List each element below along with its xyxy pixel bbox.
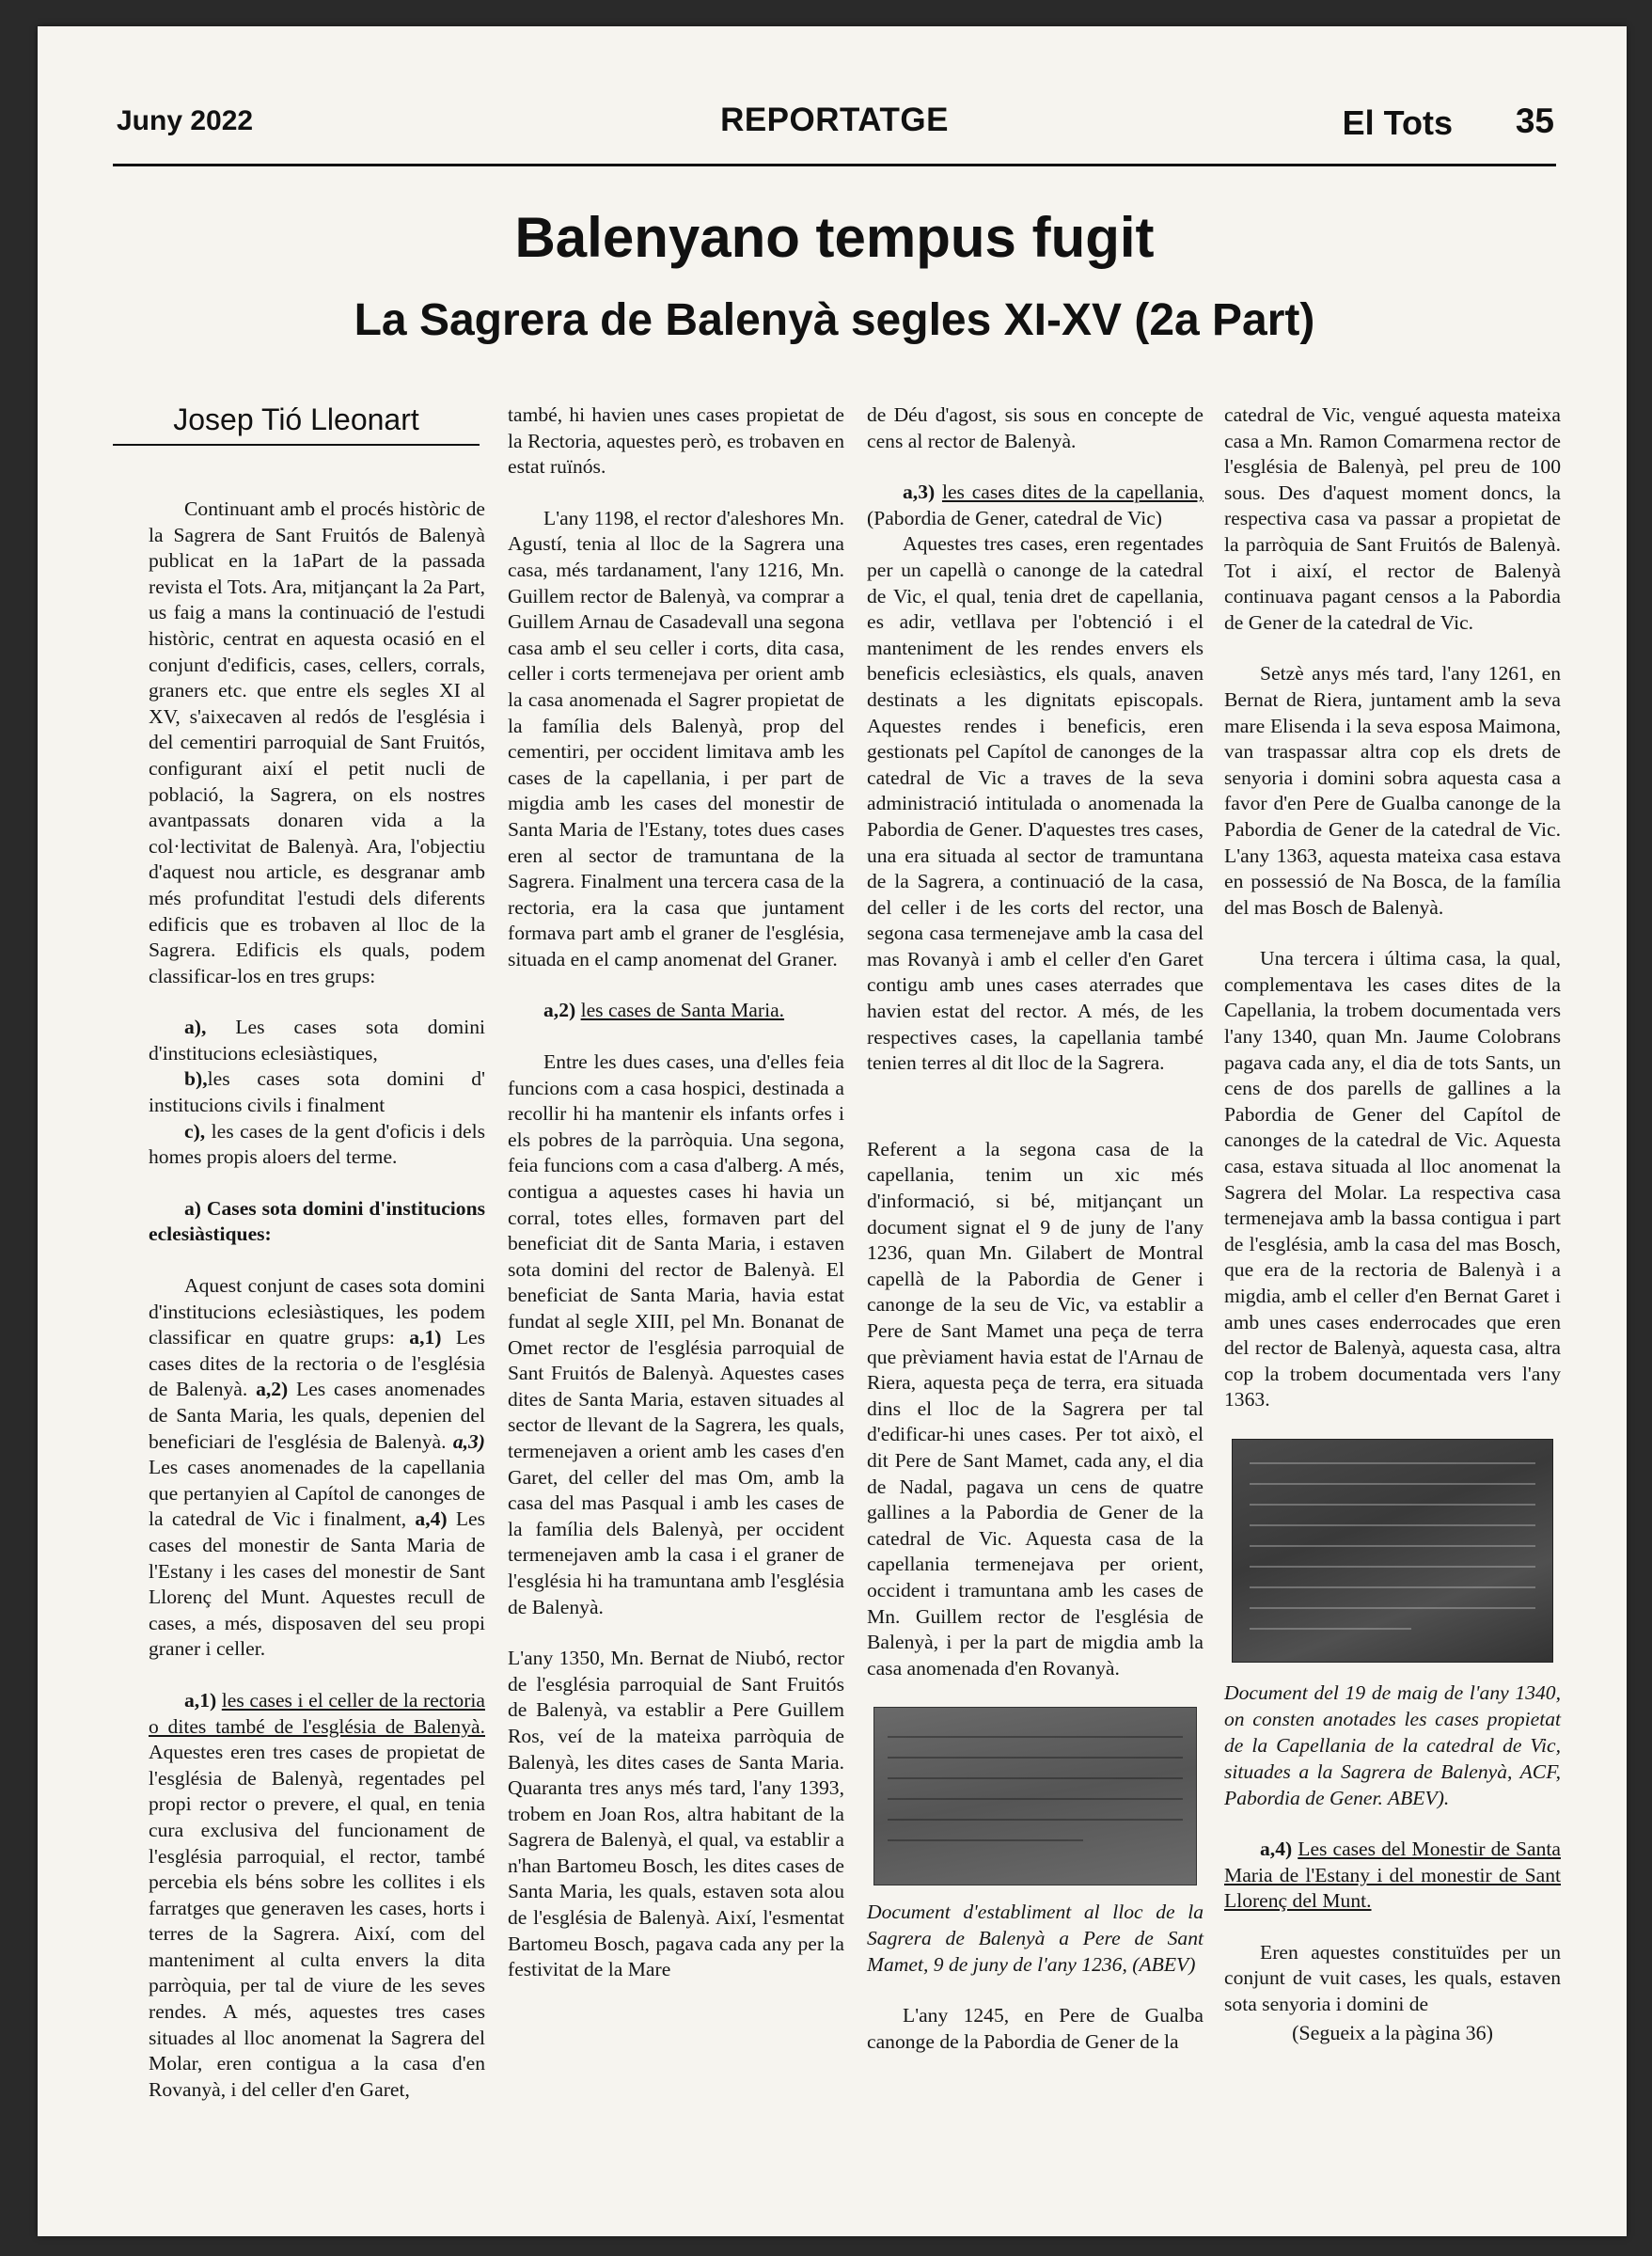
column-1 (149, 497, 485, 2128)
list-item: b),les cases sota domini d' institucions civils i finalment (149, 1067, 485, 1117)
paragraph: de Déu d'agost, sis sous en concepte de cens al rector de Balenyà. (867, 403, 1204, 452)
paragraph: Continuant amb el procés històric de la Sagrera de Sant Fruitós de Balenyà publicat en la 1aPart de la passada revista el Tots. Ara, mitjançant la 2a Part, us faig a mans la continuació de l'estudi històric, centrat en aquesta ocasió en el conjunt d'edificis, cases, cellers, corrals, graners etc. que entre els segles XI al XV, s'aixecaven al redós de l'església i del cementiri parroquial de Sant Fruitós, configurant així el petit nucli de població, la Sagrera, on els nostres avantpassats donaren vida a la col·lectivitat de Balenyà. Ara, l'objectiu d'aquest nou article, es desgranar amb més profunditat l'estudi dels diferents edificis que es trobaven al lloc de la Sagrera. Edificis els quals, podem classificar-los en tres grups: (149, 497, 485, 987)
column-3 (867, 402, 1204, 2081)
continued-notice: (Segueix a la pàgina 36) (1292, 2020, 1493, 2044)
article-author: Josep Tió Lleonart (173, 402, 419, 436)
paragraph: Eren aquestes constituïdes per un conjunt de vuit cases, les quals, estaven sota senyoria i domini de (1224, 1940, 1561, 2015)
list-item: a), Les cases sota domini d'institucions eclesiàstiques, (149, 1016, 485, 1065)
paragraph: catedral de Vic, vengué aquesta mateixa casa a Mn. Ramon Comarmena rector de l'església de Balenyà, pel preu de 100 sous. Des d'aquest moment doncs, la respectiva casa va passar a propietat de la parròquia de Sant Fruitós de Balenyà. Tot i així, el rector de Balenyà continuava pagant censos a la Pabordia de Gener de la catedral de Vic. (1224, 403, 1561, 634)
paragraph: a,1) les cases i el celler de la rectoria o dites també de l'església de Balenyà. Aquestes eren tres cases de propietat de l'església de Balenyà, regentades pel propi rector o prevere, el qual, en tenia cura exclusiva del funcionament de l'església parroquial, el rector, també percebia els béns sobre les collites i els farratges que generaven les cases, horts i terres de la Sagrera. Així, com del manteniment al culta envers la dita parròquia, per tal de viure de les seves rendes. A més, aquestes tres cases situades al lloc anomenat la Sagrera del Molar, eren contigua a la casa d'en Rovanyà, i del celler d'en Garet, (149, 1688, 485, 2101)
section-name: REPORTATGE (720, 102, 949, 138)
photo-caption: Document d'establiment al lloc de la Sagrera de Balenyà a Pere de Sant Mamet, 9 de juny de l'any 1236, (ABEV) (867, 1901, 1204, 1977)
paragraph: Setzè anys més tard, l'any 1261, en Bernat de Riera, juntament amb la seva mare Elisenda i la seva esposa Maimona, van traspassar altra cop els drets de senyoria i domini sobra aquesta casa a favor d'en Pere de Gualba canonge de la Pabordia de Gener de la catedral de Vic. L'any 1363, aquesta mateixa casa estava en possessió de Na Bosca, de la família del mas Bosch de Balenyà. (1224, 662, 1561, 919)
issue-date: Juny 2022 (117, 105, 254, 136)
article-subtitle: La Sagrera de Balenyà segles XI-XV (2a Part) (354, 295, 1315, 345)
document-photo-1236 (873, 1707, 1197, 1885)
publication-name: El Tots (1342, 103, 1453, 142)
document-photo-1340 (1232, 1439, 1553, 1663)
newspaper-page (38, 26, 1627, 2236)
column-4 (1224, 402, 1561, 2045)
section-heading: a) Cases sota domini d'institucions eclesiàstiques: (149, 1196, 485, 1246)
paragraph: L'any 1350, Mn. Bernat de Niubó, rector de l'església parroquial de Sant Fruitós de Balenyà, va establir a Pere Guillem Ros, veí de la mateixa parròquia de Balenyà, les dites cases de Santa Maria. Quaranta tres anys més tard, l'any 1393, trobem en Joan Ros, altra habitant de la Sagrera de Balenyà, el qual, va establir a n'han Bartomeu Bosch, les dites cases de Santa Maria, les quals, estaven sota alou de l'església de Balenyà. Així, l'esmentat Bartomeu Bosch, pagava cada any per la festivitat de la Mare (508, 1647, 844, 1981)
photo-caption: Document del 19 de maig de l'any 1340, on consten anotades les cases propietat de la Capellania de la catedral de Vic, situades a la Sagrera de Balenyà, ACF, Pabordia de Gener. ABEV). (1224, 1680, 1561, 1809)
column-2 (508, 402, 844, 2009)
page-header (113, 100, 1556, 147)
paragraph: Aquestes tres cases, eren regentades per un capellà o canonge de la catedral de Vic, el qual, tenia dret de capellania, es adir, vetllava per l'obtenció i el manteniment de les rendes envers els beneficis eclesiàstics, els quals, anaven destinats a les dignitats episcopals. Aquestes rendes i beneficis, eren gestionats pel Capítol de canonges de la catedral de Vic a traves de la seva administració intitulada o anomenada la Pabordia de Gener. D'aquestes tres cases, una era situada al sector de tramuntana de la Sagrera, a continuació de la casa, del celler i de les corts del rector, una segona casa termenejave amb la casa del mas Rovanyà i amb el celler d'en Garet contigu amb unes cases aterrades que havien estat del rector. A més, de les respectives cases, la capellania també tenien terres al dit lloc de la Sagrera. (867, 532, 1204, 1075)
paragraph: L'any 1198, el rector d'aleshores Mn. Agustí, tenia al lloc de la Sagrera una casa, més tardanament, l'any 1216, Mn. Guillem rector de Balenyà, va comprar a Guillem Arnau de Casadevall una segona casa amb el seu celler i corts, dita casa, celler i corts termenejava per orient amb la casa anomenada el Sagrer propietat de la família dels Balenyà, prop del cementiri, per occident limitava amb les cases de la capellania, i per part de migdia amb les cases del monestir de Santa Maria de l'Estany, totes dues cases eren al sector de tramuntana de la Sagrera. Finalment una tercera casa de la rectoria, era la casa que juntament formava part amb el graner de l'església, situada en el camp anomenat del Graner. (508, 506, 844, 970)
paragraph: també, hi havien unes cases propietat de la Rectoria, aquestes però, es trobaven en estat ruïnós. (508, 403, 844, 479)
paragraph: L'any 1245, en Pere de Gualba canonge de la Pabordia de Gener de la (867, 2004, 1204, 2053)
page-number: 35 (1515, 102, 1554, 140)
section-heading: a,4) Les cases del Monestir de Santa Maria de l'Estany i del monestir de Sant Llorenç del Munt. (1224, 1837, 1561, 1913)
paragraph: Aquest conjunt de cases sota domini d'institucions eclesiàstiques, les podem classificar en quatre grups: a,1) Les cases dites de la rectoria o de l'església de Balenyà. a,2) Les cases anomenades de Santa Maria, les quals, depenien del beneficiari de l'església de Balenyà. a,3) Les cases anomenades de la capellania que pertanyien al Capítol de canonges de la catedral de Vic i finalment, a,4) Les cases del monestir de Santa Maria de l'Estany i les cases del monestir de Sant Llorenç del Munt. Aquestes recull de cases, a més, disposaven del seu propi graner i celler. (149, 1274, 486, 1661)
section-heading: a,3) les cases dites de la capellania, (Pabordia de Gener, catedral de Vic) (867, 481, 1204, 529)
paragraph: Referent a la segona casa de la capellania, tenim un xic més d'informació, si bé, mitjançant un document signat el 9 de juny de l'any 1236, quan Mn. Gilabert de Montral capellà de la Pabordia de Gener i canonge de la seu de Vic, va establir a Pere de Sant Mamet una peça de terra que prèviament havia estat de l'Arnau de Riera, aquesta peça de terra, era situada dins el lloc de la Sagrera per tal d'edificar-hi unes cases. Per tot això, el dit Pere de Sant Mamet, cada any, el dia de Nadal, pagava un cens de quatre gallines a la Pabordia de Gener de la catedral de Vic. Aquesta casa de la capellania termenejava per orient, occident i tramuntana amb les cases de Mn. Guillem rector de l'església de Balenyà, i per la part de migdia amb la casa anomenada d'en Rovanyà. (867, 1137, 1204, 1680)
paragraph: Entre les dues cases, una d'elles feia funcions com a casa hospici, destinada a recollir hi ha mantenir els infants orfes i els pobres de la parròquia. Una segona, feia funcions com a casa d'alberg. A més, contigua a aquestes cases hi havia un corral, totes elles, formaven part del beneficiat dit de Santa Maria, i estaven sota domini del rector de Balenyà. El beneficiat de Santa Maria, havia estat fundat al segle XIII, pel Mn. Bonanat de Omet rector de l'església parroquial de Sant Fruitós de Balenyà. Aquestes cases dites de Santa Maria, estaven situades al sector de llevant de la Sagrera, les quals, termenejaven a orient amb les cases d'en Garet, del celler del mas Om, amb la casa del mas Pasqual i amb les cases de la família dels Balenyà, per occident termenejaven amb la casa i el graner de l'església hi ha tramuntana amb l'església de Balenyà. (508, 1050, 844, 1618)
header-divider (113, 164, 1556, 166)
paragraph: Una tercera i última casa, la qual, complementava les cases dites de la Capellania, la trobem documentada vers l'any 1340, quan Mn. Jaume Colobrans pagava cada any, el dia de tots Sants, un cens de dos parells de gallines a la Pabordia de Gener del Capítol de canonges de la catedral de Vic. Aquesta casa, estava situada al lloc anomenat la Sagrera del Molar. La respectiva casa termenejava amb la bassa contigua i part de l'església, amb la casa del mas Bosch, que era de la rectoria de Balenyà i a migdia, amb el celler d'en Bernat Garet i amb unes cases enderrocades que eren del rector de Balenyà, aquesta casa, altra cop la trobem documentada vers l'any 1363. (1224, 947, 1561, 1412)
list-item: c), les cases de la gent d'oficis i dels homes propis aloers del terme. (149, 1119, 485, 1169)
section-heading: a,2) les cases de Santa Maria. (543, 999, 785, 1022)
article-title: Balenyano tempus fugit (514, 206, 1155, 269)
author-underline (113, 444, 480, 446)
